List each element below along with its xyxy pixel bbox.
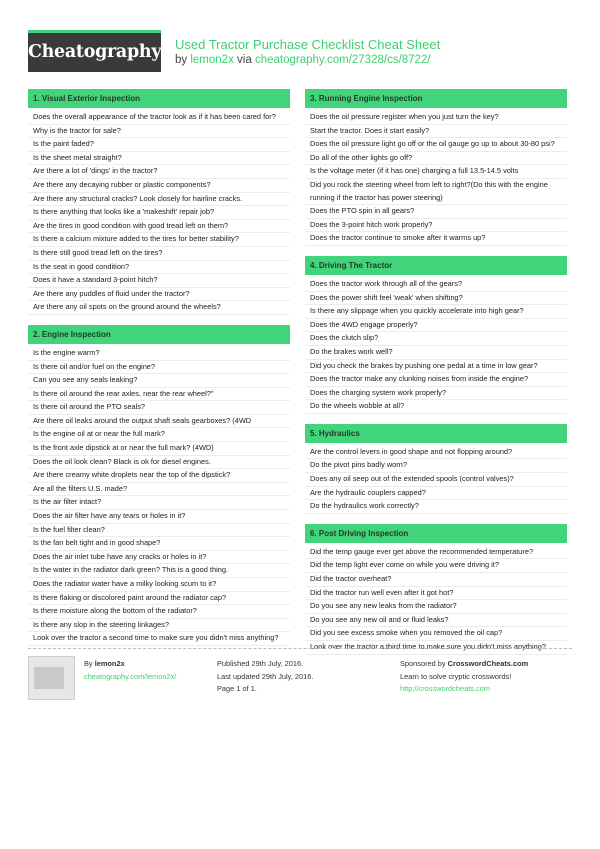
checklist-item: Does the overall appearance of the tractor look as if it has been cared for?	[28, 111, 290, 125]
checklist-item: Do the wheels wobble at all?	[305, 400, 567, 414]
section-items	[305, 111, 567, 246]
left-column	[28, 89, 290, 656]
checklist-item: Are there any oil spots on the ground around the wheels?	[28, 301, 290, 315]
section-items	[305, 546, 567, 655]
section-heading: 3. Running Engine Inspection	[305, 89, 567, 108]
checklist-item: Do you see any new leaks from the radiator?	[305, 600, 567, 614]
checklist-item: Is there oil around the PTO seals?	[28, 401, 290, 415]
cheatography-logo[interactable]: Cheatography	[28, 30, 161, 72]
checklist-item: Is the fan belt tight and in good shape?	[28, 537, 290, 551]
checklist-item: Does the tractor work through all of the gears?	[305, 278, 567, 292]
section-items	[28, 347, 290, 646]
checklist-item: Does the power shift feel 'weak' when shifting?	[305, 292, 567, 306]
checklist-item: Did the tractor run well even after it got hot?	[305, 587, 567, 601]
author-link[interactable]: lemon2x	[190, 54, 234, 66]
section-heading: 5. Hydraulics	[305, 424, 567, 443]
section-hydraulics	[305, 424, 567, 514]
checklist-item: Does the tractor continue to smoke after it warms up?	[305, 232, 567, 246]
checklist-item: Did the temp gauge ever get above the recommended temperature?	[305, 546, 567, 560]
checklist-item: Do all of the other lights go off?	[305, 152, 567, 166]
right-column	[305, 89, 567, 665]
section-post-driving	[305, 524, 567, 655]
checklist-item: Is there any slippage when you quickly accelerate into high gear?	[305, 305, 567, 319]
checklist-item: Are there creamy white droplets near the top of the dipstick?	[28, 469, 290, 483]
checklist-item: Does the 4WD engage properly?	[305, 319, 567, 333]
section-heading: 2. Engine Inspection	[28, 325, 290, 344]
checklist-item: Is there moisture along the bottom of the radiator?	[28, 605, 290, 619]
author-avatar[interactable]	[28, 656, 75, 700]
checklist-item: Does the air filter have any tears or holes in it?	[28, 510, 290, 524]
checklist-item: Are the hydraulic couplers capped?	[305, 487, 567, 501]
footer-by-label: By	[84, 659, 93, 668]
by-label: by	[175, 54, 188, 66]
section-engine	[28, 325, 290, 646]
checklist-item: Do you see any new oil and or fluid leaks?	[305, 614, 567, 628]
checklist-item: Does the oil look clean? Black is ok for diesel engines.	[28, 456, 290, 470]
checklist-item: Is the fuel filter clean?	[28, 524, 290, 538]
checklist-item: Is the water in the radiator dark green? This is a good thing.	[28, 564, 290, 578]
checklist-item: Are there oil leaks around the output shaft seals gearboxes? (4WD	[28, 415, 290, 429]
published-date: Published 29th July, 2016.	[217, 659, 304, 668]
checklist-item: Does the clutch slip?	[305, 332, 567, 346]
checklist-item: Is there anything that looks like a 'makeshift' repair job?	[28, 206, 290, 220]
checklist-item: Are there any structural cracks? Look closely for hairline cracks.	[28, 193, 290, 207]
checklist-item: Is the front axle dipstick at or near the full mark? (4WD)	[28, 442, 290, 456]
checklist-item: Does the 3-point hitch work properly?	[305, 219, 567, 233]
checklist-item: Is there oil around the rear axles, near the rear wheel?"	[28, 388, 290, 402]
footer-author-url[interactable]: cheatography.com/lemon2x/	[84, 671, 177, 681]
byline	[175, 54, 431, 66]
checklist-item: Is the engine oil at or near the full mark?	[28, 428, 290, 442]
page-count: Page 1 of 1.	[217, 684, 257, 694]
checklist-item: Are all the filters U.S. made?	[28, 483, 290, 497]
header	[28, 30, 572, 72]
checklist-item: Is there a calcium mixture added to the tires for better stability?	[28, 233, 290, 247]
avatar-image	[34, 667, 64, 689]
checklist-item: Are the control levers in good shape and not flopping around?	[305, 446, 567, 460]
checklist-item: Does the tractor make any clunking noises from inside the engine?	[305, 373, 567, 387]
checklist-item: Is the seat in good condition?	[28, 261, 290, 275]
section-heading: 4. Driving The Tractor	[305, 256, 567, 275]
footer-author-name[interactable]: lemon2x	[94, 659, 125, 668]
checklist-item: Start the tractor. Does it start easily?	[305, 125, 567, 139]
sheet-url-link[interactable]: cheatography.com/27328/cs/8722/	[254, 54, 431, 66]
checklist-item: Do the hydraulics work correctly?	[305, 500, 567, 514]
section-visual-exterior	[28, 89, 290, 315]
checklist-item: Does the charging system work properly?	[305, 387, 567, 401]
checklist-item: Did you see excess smoke when you removed the oil cap?	[305, 627, 567, 641]
section-running-engine	[305, 89, 567, 246]
checklist-item: Is the sheet metal straight?	[28, 152, 290, 166]
checklist-item: Is there still good tread left on the tires?	[28, 247, 290, 261]
checklist-item: Does the radiator water have a milky looking scum to it?	[28, 578, 290, 592]
footer-dates	[217, 658, 313, 696]
checklist-item: Does the PTO spin in all gears?	[305, 205, 567, 219]
checklist-item: Is there any slop in the steering linkages?	[28, 619, 290, 633]
section-heading: 1. Visual Exterior Inspection	[28, 89, 290, 108]
checklist-item: Can you see any seals leaking?	[28, 374, 290, 388]
footer-divider	[28, 648, 572, 649]
updated-date: Last updated 29th July, 2016.	[217, 671, 314, 681]
via-label: via	[237, 54, 252, 66]
checklist-item: Does the oil pressure light go off or the oil gauge go up to about 30-80 psi?	[305, 138, 567, 152]
section-items	[305, 446, 567, 514]
checklist-item: Do the brakes work well?	[305, 346, 567, 360]
sponsor-name[interactable]: CrosswordCheats.com	[447, 659, 529, 668]
checklist-item: Are there any decaying rubber or plastic components?	[28, 179, 290, 193]
checklist-item: Look over the tractor a third time to make sure you didn't miss anything?	[305, 641, 567, 655]
sponsor-tagline: Learn to solve cryptic crosswords!	[400, 671, 512, 681]
checklist-item: Did the tractor overheat?	[305, 573, 567, 587]
sponsor-url[interactable]: http://crosswordcheats.com	[400, 684, 490, 694]
sponsor-line	[400, 658, 528, 671]
checklist-item: Is the engine warm?	[28, 347, 290, 361]
checklist-item: Look over the tractor a second time to make sure you didn't miss anything?	[28, 632, 290, 646]
section-items	[305, 278, 567, 414]
checklist-item: Is the paint faded?	[28, 138, 290, 152]
section-items	[28, 111, 290, 315]
checklist-item: Did the temp light ever come on while you were driving it?	[305, 559, 567, 573]
checklist-item: Does any oil seep out of the extended spools (control valves)?	[305, 473, 567, 487]
checklist-item: Are the tires in good condition with good tread left on them?	[28, 220, 290, 234]
section-heading: 6. Post Driving Inspection	[305, 524, 567, 543]
checklist-item: Does the air inlet tube have any cracks or holes in it?	[28, 551, 290, 565]
footer-sponsor	[400, 658, 528, 696]
checklist-item: Did you check the brakes by pushing one pedal at a time in low gear?	[305, 360, 567, 374]
sponsored-label: Sponsored by	[400, 659, 446, 668]
checklist-item: Why is the tractor for sale?	[28, 125, 290, 139]
section-driving	[305, 256, 567, 414]
checklist-item: Is the air filter intact?	[28, 496, 290, 510]
checklist-item: Is there flaking or discolored paint around the radiator cap?	[28, 592, 290, 606]
checklist-item: Does the oil pressure register when you just turn the key?	[305, 111, 567, 125]
checklist-item: Did you rock the steering wheel from left to right?(Do this with the engine running if the tractor has power steering)	[305, 179, 567, 205]
footer-author-line	[84, 658, 176, 671]
footer-author	[84, 658, 176, 683]
checklist-item: Is the voltage meter (if it has one) charging a full 13.5-14.5 volts	[305, 165, 567, 179]
checklist-item: Are there a lot of 'dings' in the tractor?	[28, 165, 290, 179]
checklist-item: Is there oil and/or fuel on the engine?	[28, 361, 290, 375]
page-title: Used Tractor Purchase Checklist Cheat Sheet	[175, 37, 441, 52]
checklist-item: Does it have a standard 3-point hitch?	[28, 274, 290, 288]
checklist-item: Do the pivot pins badly worn?	[305, 459, 567, 473]
checklist-item: Are there any puddles of fluid under the tractor?	[28, 288, 290, 302]
